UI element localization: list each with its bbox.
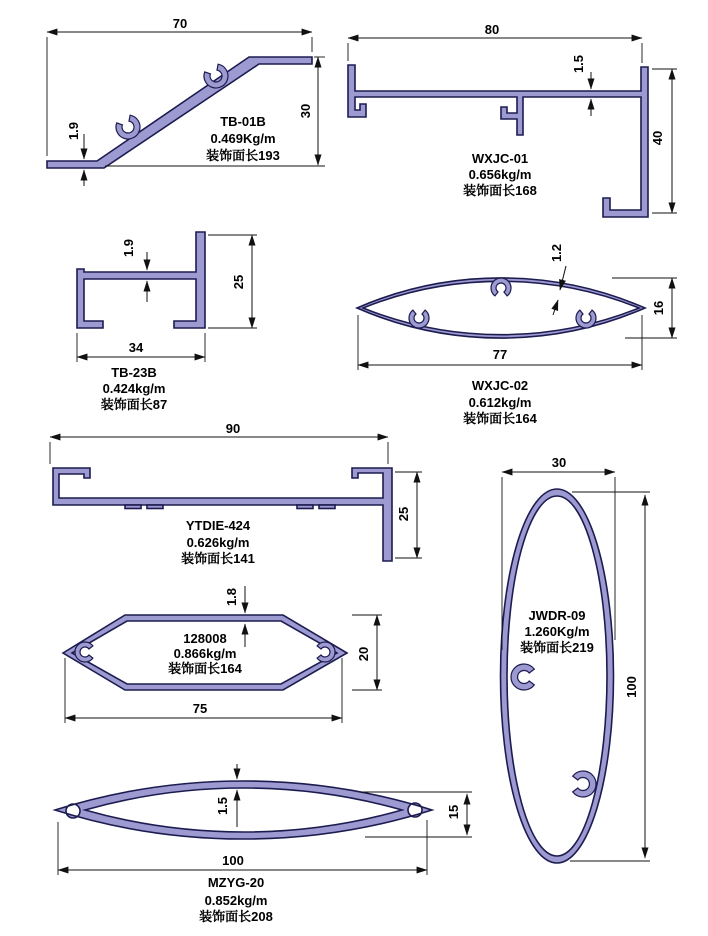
profile-mzyg20 (55, 764, 472, 924)
c-clip (317, 642, 335, 662)
c-clip (573, 771, 596, 797)
profile-weight: 0.852kg/m (204, 893, 268, 908)
dimension-label: 100 (624, 676, 639, 698)
dimension-label: 34 (128, 340, 144, 355)
profile-weight: 0.612kg/m (468, 395, 532, 410)
profile-weight: 0.656kg/m (468, 167, 532, 182)
profile-shape (55, 781, 432, 839)
dimension-label: 80 (484, 22, 500, 37)
c-clip (491, 278, 511, 296)
profile-jwdr09 (501, 455, 651, 863)
profile-weight: 1.260Kg/m (524, 624, 590, 639)
profile-face-length: 装饰面长141 (181, 551, 255, 566)
dimension-label: 15 (446, 804, 461, 820)
dimension-label: 1.5 (215, 796, 230, 816)
profile-wxjc02 (357, 244, 677, 426)
dimension-label: 20 (356, 646, 371, 662)
dimension-label: 1.2 (549, 243, 564, 263)
dimension-label: 100 (222, 853, 244, 868)
dimension-label: 1.5 (571, 54, 586, 74)
dimension-label: 30 (298, 103, 313, 119)
profile-face-length: 装饰面长168 (463, 183, 537, 198)
dimension-label: 30 (551, 455, 567, 470)
dimension-label: 1.8 (224, 587, 239, 607)
dimension-label: 16 (651, 300, 666, 316)
profile-face-length: 装饰面长193 (206, 148, 280, 163)
profile-face-length: 装饰面长219 (520, 640, 594, 655)
c-clip (204, 64, 228, 88)
profile-name: YTDIE-424 (185, 518, 251, 533)
profile-wxjc01 (348, 22, 677, 217)
c-clip (409, 310, 429, 328)
dimension-label: 1.9 (121, 238, 136, 258)
profile-weight: 0.424kg/m (102, 381, 166, 396)
c-clip (75, 642, 93, 662)
dimension-label: 25 (396, 506, 411, 522)
dimension-label: 75 (192, 701, 208, 716)
profile-name: JWDR-09 (528, 608, 586, 623)
profile-name: MZYG-20 (207, 875, 265, 890)
profile-name: TB-23B (111, 365, 157, 380)
profile-weight: 0.866kg/m (173, 646, 237, 661)
profile-ytdie424 (50, 421, 422, 566)
profile-name: WXJC-02 (471, 378, 529, 393)
dimension-label: 1.9 (66, 121, 81, 141)
dimension-label: 70 (172, 16, 188, 31)
profile-shape (77, 232, 205, 328)
profile-weight: 0.469Kg/m (210, 131, 276, 146)
profile-face-length: 装饰面长164 (463, 411, 537, 426)
dimension-label: 90 (225, 421, 241, 436)
dimension-label: 77 (492, 347, 508, 362)
profile-weight: 0.626kg/m (186, 535, 250, 550)
c-clip (511, 664, 534, 690)
c-clip (576, 310, 596, 328)
dimension-line (553, 300, 558, 315)
profile-tb01b (47, 16, 325, 186)
c-clip (116, 115, 140, 139)
profile-name: WXJC-01 (471, 151, 529, 166)
profile-name: 128008 (183, 631, 227, 646)
profile-face-length: 装饰面长164 (168, 661, 242, 676)
profile-128008 (63, 586, 382, 723)
profile-face-length: 装饰面长208 (199, 909, 273, 924)
profile-name: TB-01B (220, 114, 266, 129)
dimension-label: 25 (231, 274, 246, 290)
profile-tb23b (77, 232, 257, 412)
profile-face-length: 装饰面长87 (100, 397, 168, 412)
profile-shape (357, 278, 645, 338)
dimension-label: 40 (650, 130, 665, 146)
